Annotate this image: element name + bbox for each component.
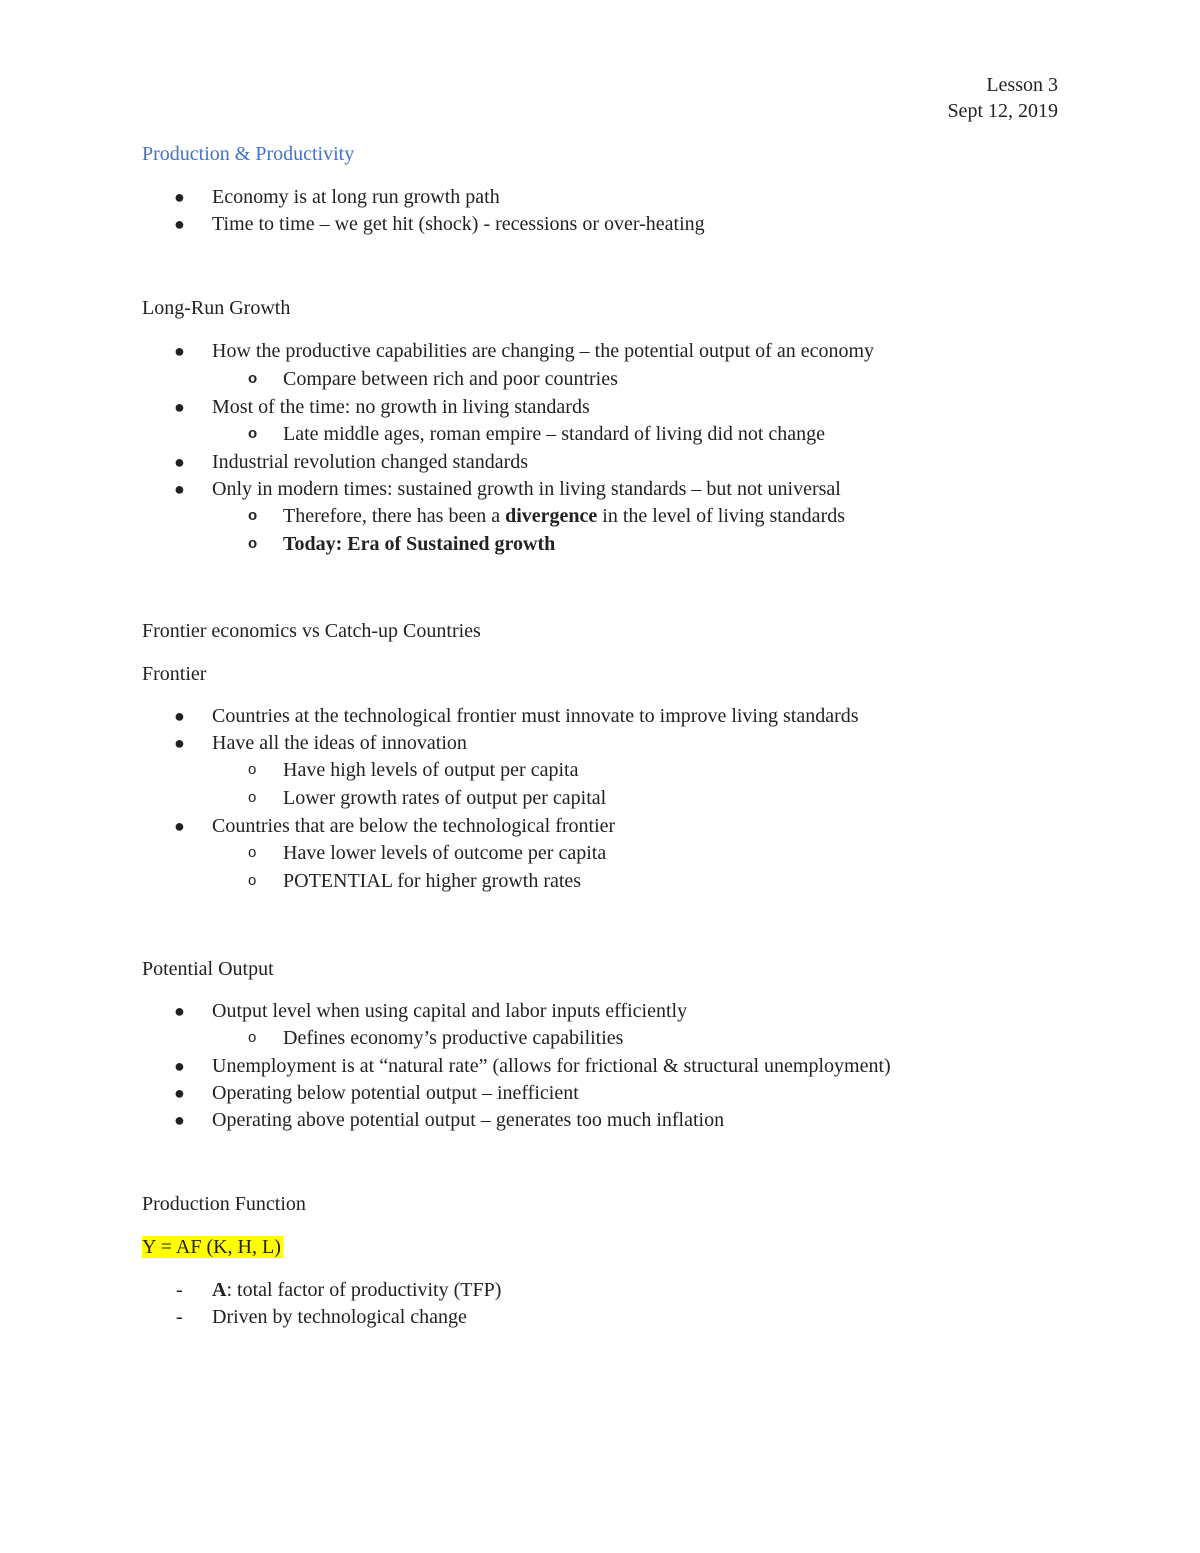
list-item-text: Countries that are below the technological frontier: [212, 815, 616, 837]
bullet-icon: ●: [174, 479, 185, 499]
section-title-production: Production & Productivity: [142, 143, 355, 165]
bullet-icon: ●: [174, 1056, 185, 1076]
list-item-text: Have all the ideas of innovation: [212, 732, 467, 754]
section-title-production-function: Production Function: [142, 1193, 306, 1215]
sub-list-item-text: POTENTIAL for higher growth rates: [283, 870, 582, 892]
section-subtitle-frontier: Frontier: [142, 663, 207, 685]
section-title-potential-output: Potential Output: [142, 958, 274, 980]
list-item-text: Time to time – we get hit (shock) - recessions or over-heating: [212, 213, 705, 235]
list-item-text: Operating above potential output – generates too much inflation: [212, 1109, 725, 1131]
list-item-text: Output level when using capital and labor inputs efficiently: [212, 1000, 688, 1022]
sub-list-item-text: Have high levels of output per capita: [283, 759, 579, 781]
section-title-frontier: Frontier economics vs Catch-up Countries: [142, 620, 481, 642]
sub-bullet-icon: o: [248, 844, 257, 861]
bullet-icon: ●: [174, 706, 185, 726]
bullet-icon: ●: [174, 397, 185, 417]
bullet-icon: ●: [174, 1110, 185, 1130]
sub-bullet-icon: o: [248, 507, 258, 524]
tfp-symbol: A: [212, 1279, 227, 1301]
dash-icon: -: [176, 1279, 183, 1301]
sub-bullet-icon: o: [248, 761, 257, 778]
list-item-text: Most of the time: no growth in living standards: [212, 396, 590, 418]
list-item-text: Operating below potential output – inefficient: [212, 1082, 579, 1104]
bullet-icon: ●: [174, 187, 185, 207]
bullet-icon: ●: [174, 214, 185, 234]
formula-line: [142, 1234, 283, 1260]
list-item-text: Industrial revolution changed standards: [212, 451, 529, 473]
divergence-prefix: Therefore, there has been a: [283, 505, 506, 527]
list-item-text: Unemployment is at “natural rate” (allows for frictional & structural unemployment): [212, 1055, 891, 1077]
dash-icon: -: [176, 1306, 183, 1328]
sub-list-item-text: Compare between rich and poor countries: [283, 368, 618, 390]
sub-list-item-text: Have lower levels of outcome per capita: [283, 842, 607, 864]
tfp-definition: : total factor of productivity (TFP): [226, 1279, 502, 1301]
divergence-suffix: in the level of living standards: [597, 505, 846, 527]
sub-bullet-icon: o: [248, 872, 257, 889]
bullet-icon: ●: [174, 733, 185, 753]
list-item-text: Countries at the technological frontier must innovate to improve living standards: [212, 705, 859, 727]
bullet-icon: ●: [174, 341, 185, 361]
list-item-text: How the productive capabilities are changing – the potential output of an economy: [212, 340, 875, 362]
sub-list-item-text: Late middle ages, roman empire – standard of living did not change: [283, 423, 826, 445]
list-item-text: Economy is at long run growth path: [212, 186, 500, 208]
list-item-text: Only in modern times: sustained growth in living standards – but not universal: [212, 478, 841, 500]
sub-bullet-icon: o: [248, 370, 258, 387]
bullet-icon: ●: [174, 816, 185, 836]
sub-bullet-icon: o: [248, 789, 257, 806]
bullet-icon: ●: [174, 452, 185, 472]
document-header: [947, 72, 1058, 124]
sub-bullet-icon: o: [248, 425, 258, 442]
bullet-icon: ●: [174, 1001, 185, 1021]
lesson-date: Sept 12, 2019: [947, 100, 1058, 122]
divergence-term: divergence: [505, 505, 598, 527]
sub-bullet-icon: o: [248, 1029, 257, 1046]
lesson-label: Lesson 3: [986, 74, 1058, 96]
sub-list-item-text: Today: Era of Sustained growth: [283, 533, 556, 555]
production-formula: Y = AF (K, H, L): [142, 1236, 281, 1258]
sub-bullet-icon: o: [248, 535, 258, 552]
sub-list-item-text: [283, 503, 845, 529]
section-title-long-run: Long-Run Growth: [142, 297, 291, 319]
list-item-text: [212, 1277, 501, 1303]
bullet-icon: ●: [174, 1083, 185, 1103]
sub-list-item-text: Lower growth rates of output per capital: [283, 787, 607, 809]
sub-list-item-text: Defines economy’s productive capabilities: [283, 1027, 624, 1049]
list-item-text: Driven by technological change: [212, 1306, 467, 1328]
